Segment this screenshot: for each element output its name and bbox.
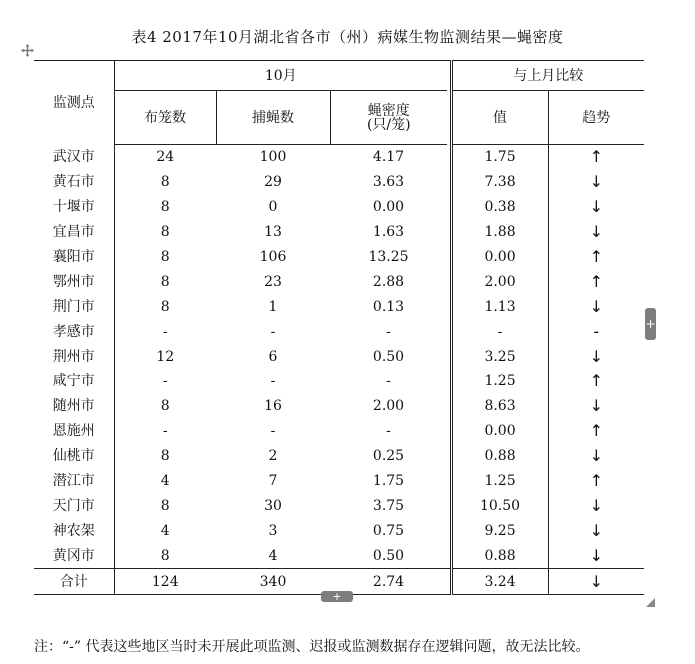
cell-flies: 340 bbox=[216, 569, 330, 595]
cell-value: 2.00 bbox=[451, 269, 548, 294]
cell-cages: 12 bbox=[156, 348, 175, 365]
cell-value: 0.00 bbox=[451, 245, 548, 270]
cell-trend: - bbox=[593, 321, 600, 341]
diagonal-resize-icon bbox=[646, 598, 655, 607]
cell-trend: ↑ bbox=[589, 247, 603, 266]
cell-flies: 4 bbox=[268, 547, 278, 564]
table-row bbox=[34, 294, 644, 319]
add-column-button[interactable] bbox=[645, 308, 656, 340]
cell-trend: ↑ bbox=[589, 471, 603, 491]
table-row bbox=[34, 419, 644, 444]
cell-cages: 8 bbox=[160, 298, 170, 315]
table-row bbox=[34, 245, 644, 270]
cell-trend: ↓ bbox=[589, 296, 603, 316]
cell-name: 仙桃市 bbox=[34, 444, 114, 469]
cell-value: - bbox=[451, 319, 548, 344]
cell-name: 天门市 bbox=[34, 493, 114, 518]
cell-trend: ↓ bbox=[589, 446, 603, 466]
header-row-1 bbox=[34, 61, 644, 91]
cell-cages: 8 bbox=[160, 249, 170, 265]
cell-name: 十堰市 bbox=[34, 195, 114, 220]
cell-name: 恩施州 bbox=[34, 419, 114, 444]
table-row bbox=[34, 195, 644, 220]
cell-flies: - bbox=[270, 423, 276, 440]
header-density-line1: 蝇密度 bbox=[367, 102, 410, 119]
cell-cages: 8 bbox=[160, 497, 170, 514]
cell-cages: 8 bbox=[160, 273, 170, 290]
cell-cages: - bbox=[162, 423, 168, 440]
cell-flies: 6 bbox=[268, 348, 278, 365]
cell-flies: 100 bbox=[259, 149, 287, 166]
cell-trend: ↓ bbox=[589, 172, 603, 192]
table-row bbox=[34, 469, 644, 494]
cell-flies: 16 bbox=[264, 398, 282, 415]
cell-value: 0.00 bbox=[451, 419, 548, 444]
cell-flies: 3 bbox=[268, 522, 278, 539]
header-station: 监测点 bbox=[34, 61, 114, 145]
cell-name: 咸宁市 bbox=[34, 369, 114, 394]
cell-cages: 24 bbox=[156, 149, 175, 166]
header-trend: 趋势 bbox=[548, 91, 644, 145]
table-row bbox=[34, 543, 644, 568]
cell-cages: - bbox=[162, 323, 168, 340]
header-cages: 布笼数 bbox=[114, 91, 216, 145]
plus-icon: + bbox=[332, 590, 342, 603]
table-row bbox=[34, 145, 644, 170]
cell-name: 黄冈市 bbox=[34, 543, 114, 568]
cell-name: 荆门市 bbox=[34, 294, 114, 319]
table-row bbox=[34, 493, 644, 518]
cell-cages: 4 bbox=[160, 522, 170, 539]
cell-trend: ↓ bbox=[548, 569, 644, 595]
table-row bbox=[34, 170, 644, 195]
cell-value: 1.75 bbox=[451, 145, 548, 170]
table-row bbox=[34, 344, 644, 369]
cell-cages: 8 bbox=[160, 174, 170, 191]
add-row-button[interactable] bbox=[321, 591, 353, 602]
table-title: 表4 2017年10月湖北省各市（州）病媒生物监测结果—蝇密度 bbox=[131, 28, 564, 46]
cell-flies: 1 bbox=[268, 298, 278, 315]
cell-density: 4.17 bbox=[372, 149, 405, 166]
cell-value: 0.38 bbox=[451, 195, 548, 220]
cell-density: 0.13 bbox=[372, 298, 405, 315]
cell-value: 0.88 bbox=[451, 444, 548, 469]
cell-flies: 7 bbox=[268, 473, 278, 490]
cell-name: 荆州市 bbox=[34, 344, 114, 369]
cell-name: 襄阳市 bbox=[34, 245, 114, 270]
cell-trend: ↓ bbox=[589, 222, 603, 242]
cell-name: 黄石市 bbox=[34, 170, 114, 195]
table-row bbox=[34, 394, 644, 419]
cell-flies: 23 bbox=[264, 273, 282, 290]
cell-flies: 2 bbox=[268, 448, 278, 465]
cell-name: 潜江市 bbox=[34, 469, 114, 494]
cell-flies: 30 bbox=[264, 497, 282, 514]
header-value: 值 bbox=[451, 91, 548, 145]
cell-value: 3.25 bbox=[451, 344, 548, 369]
cell-density: 2.88 bbox=[372, 273, 405, 290]
cell-density: - bbox=[386, 373, 391, 390]
cell-trend: ↑ bbox=[589, 371, 603, 391]
table-row bbox=[34, 269, 644, 294]
cell-trend: ↓ bbox=[589, 396, 603, 416]
cell-density: 1.75 bbox=[372, 473, 405, 490]
footnote: 注：“-” 代表这些地区当时未开展此项监测、迟报或监测数据存在逻辑问题，故无法比较。 bbox=[34, 639, 590, 655]
cell-trend: ↓ bbox=[589, 545, 603, 565]
cell-value: 9.25 bbox=[451, 518, 548, 543]
cell-name: 合计 bbox=[34, 569, 114, 595]
cell-density: 2.00 bbox=[372, 398, 405, 415]
cell-cages: 8 bbox=[160, 199, 170, 216]
table-row bbox=[34, 220, 644, 245]
cell-flies: 29 bbox=[264, 174, 282, 191]
cell-density: 0.75 bbox=[372, 522, 405, 539]
cell-value: 1.13 bbox=[451, 294, 548, 319]
cell-density: 2.74 bbox=[330, 569, 447, 595]
cell-value: 1.25 bbox=[451, 369, 548, 394]
cell-density: - bbox=[386, 423, 391, 440]
cell-density: 13.25 bbox=[368, 249, 409, 265]
cell-flies: 106 bbox=[259, 249, 287, 265]
cell-name: 神农架 bbox=[34, 518, 114, 543]
cell-density: 0.50 bbox=[372, 348, 405, 365]
cell-value: 10.50 bbox=[451, 493, 548, 518]
cell-trend: ↑ bbox=[589, 147, 603, 167]
cell-density: 0.25 bbox=[372, 448, 405, 465]
cell-value: 7.38 bbox=[451, 170, 548, 195]
table-row bbox=[34, 369, 644, 394]
cell-density: 0.50 bbox=[372, 547, 405, 564]
cell-value: 8.63 bbox=[451, 394, 548, 419]
header-october: 10月 bbox=[114, 61, 447, 91]
cell-value: 1.25 bbox=[451, 469, 548, 494]
cell-density: 3.63 bbox=[372, 174, 405, 191]
cell-name: 宜昌市 bbox=[34, 220, 114, 245]
cell-trend: ↓ bbox=[589, 495, 603, 515]
header-compare: 与上月比较 bbox=[451, 61, 644, 91]
table-move-handle[interactable] bbox=[20, 43, 35, 58]
cell-cages: - bbox=[162, 373, 168, 390]
header-row-2 bbox=[34, 91, 644, 145]
fly-density-table bbox=[34, 60, 644, 595]
cell-flies: 0 bbox=[268, 199, 278, 216]
plus-icon: + bbox=[645, 317, 656, 331]
cell-cages: 4 bbox=[160, 473, 170, 490]
cell-density: 3.75 bbox=[372, 497, 405, 514]
table-resize-handle[interactable] bbox=[646, 592, 655, 601]
cell-trend: ↑ bbox=[589, 421, 603, 441]
cell-trend: ↓ bbox=[589, 197, 603, 217]
cell-trend: ↓ bbox=[589, 346, 603, 366]
cell-density: 0.00 bbox=[372, 199, 405, 216]
cell-cages: 8 bbox=[160, 448, 170, 465]
cell-value: 0.88 bbox=[451, 543, 548, 568]
header-density-line2: (只/笼) bbox=[366, 116, 411, 133]
cell-cages: 124 bbox=[114, 569, 216, 595]
header-flies: 捕蝇数 bbox=[216, 91, 330, 145]
cell-name: 孝感市 bbox=[34, 319, 114, 344]
cell-density: 1.63 bbox=[372, 224, 405, 241]
move-cross-icon bbox=[21, 44, 34, 57]
cell-cages: 8 bbox=[160, 398, 170, 415]
cell-name: 武汉市 bbox=[34, 145, 114, 170]
cell-name: 随州市 bbox=[34, 394, 114, 419]
cell-density: - bbox=[386, 323, 391, 340]
cell-value: 1.88 bbox=[451, 220, 548, 245]
cell-cages: 8 bbox=[160, 224, 170, 241]
cell-value: 3.24 bbox=[451, 569, 548, 595]
table-row bbox=[34, 319, 644, 344]
cell-name: 鄂州市 bbox=[34, 269, 114, 294]
header-density bbox=[330, 91, 447, 145]
cell-trend: ↑ bbox=[589, 271, 603, 291]
cell-flies: - bbox=[270, 323, 276, 340]
cell-cages: 8 bbox=[160, 547, 170, 564]
cell-trend: ↓ bbox=[589, 520, 603, 540]
table-row bbox=[34, 444, 644, 469]
cell-flies: - bbox=[270, 373, 276, 390]
table-row bbox=[34, 518, 644, 543]
cell-flies: 13 bbox=[264, 224, 282, 241]
